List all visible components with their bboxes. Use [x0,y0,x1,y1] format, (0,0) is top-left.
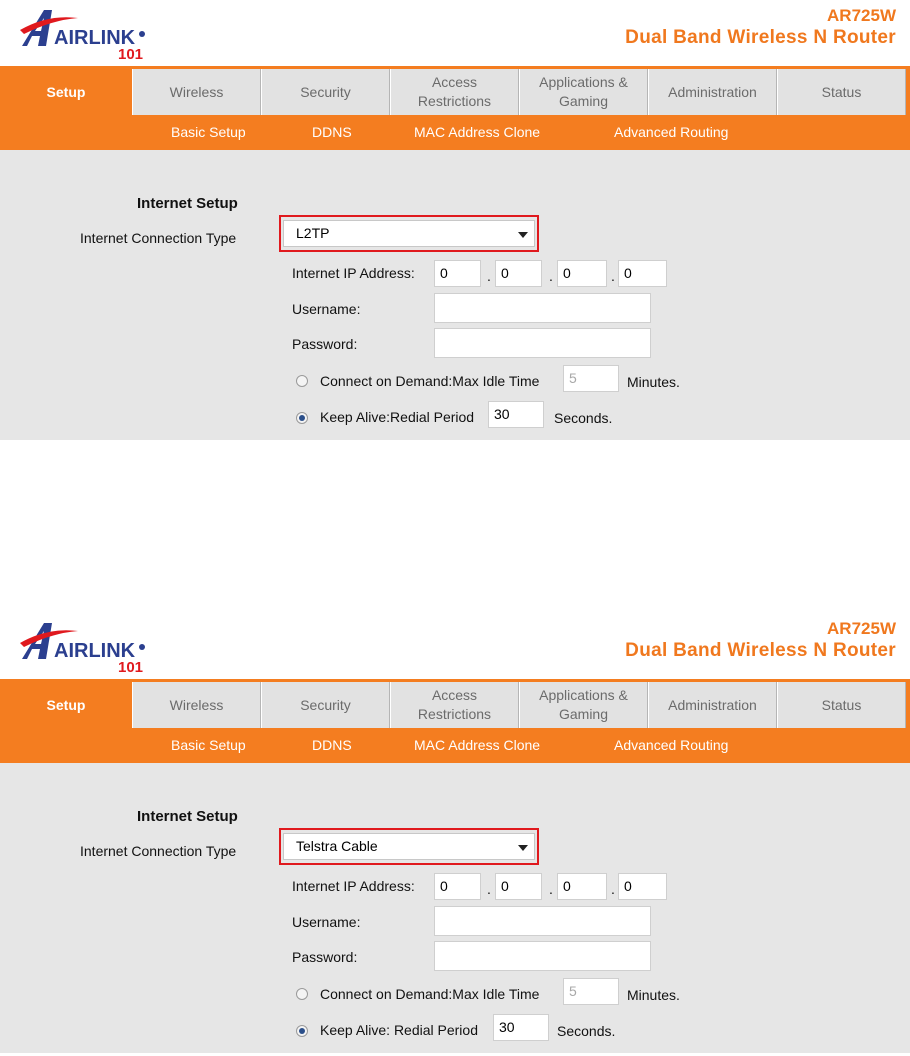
idle-time-input[interactable]: 5 [563,365,619,392]
header [0,613,910,679]
ip-separator: . [611,881,615,897]
setup-content [0,150,910,440]
section-title: Internet Setup [137,195,238,212]
ip-octet-4[interactable]: 0 [618,873,667,900]
model-block [625,619,896,663]
connect-on-demand-radio[interactable] [296,375,308,387]
tab-security[interactable]: Security [261,682,390,728]
ip-octet-1[interactable]: 0 [434,260,481,287]
router-panel-1 [0,0,910,440]
ip-separator: . [549,881,553,897]
seconds-label: Seconds. [554,410,613,426]
subnav-advanced-routing[interactable]: Advanced Routing [614,124,729,140]
username-label: Username: [292,914,361,930]
tab-applications-gaming[interactable]: Applications & Gaming [519,69,648,115]
ip-octet-2[interactable]: 0 [495,260,542,287]
sub-navigation [0,729,910,763]
section-title: Internet Setup [137,808,238,825]
product-name: Dual Band Wireless N Router [625,640,896,661]
connection-type-label: Internet Connection Type [80,230,237,246]
connection-type-select[interactable]: L2TP [283,220,535,247]
tab-security[interactable]: Security [261,69,390,115]
ip-octet-3[interactable]: 0 [557,260,607,287]
tab-status[interactable]: Status [777,69,906,115]
tab-administration[interactable]: Administration [648,69,777,115]
ip-separator: . [487,268,491,284]
logo-text: AIRLINK [54,640,136,662]
password-label: Password: [292,949,358,965]
redial-period-input[interactable]: 30 [493,1014,549,1041]
tab-wireless[interactable]: Wireless [132,682,261,728]
logo-sub-text: 101 [118,46,144,62]
header [0,0,910,66]
ip-address-label: Internet IP Address: [292,265,415,281]
password-input[interactable] [434,941,651,971]
keep-alive-label: Keep Alive: Redial Period [320,1022,478,1038]
ip-octet-2[interactable]: 0 [495,873,542,900]
airlink-logo [18,4,158,62]
ip-octet-4[interactable]: 0 [618,260,667,287]
password-input[interactable] [434,328,651,358]
tab-status[interactable]: Status [777,682,906,728]
router-panel-2 [0,613,910,1053]
subnav-ddns[interactable]: DDNS [312,124,352,140]
connection-type-label: Internet Connection Type [80,843,237,859]
tab-wireless[interactable]: Wireless [132,69,261,115]
username-label: Username: [292,301,361,317]
chevron-down-icon [518,232,528,238]
username-input[interactable] [434,906,651,936]
tab-setup[interactable]: Setup [0,69,132,115]
tab-access-restrictions[interactable]: Access Restrictions [390,682,519,728]
subnav-mac-address-clone[interactable]: MAC Address Clone [414,124,541,140]
redial-period-input[interactable]: 30 [488,401,544,428]
connect-on-demand-label: Connect on Demand:Max Idle Time [320,986,540,1002]
tab-access-restrictions[interactable]: Access Restrictions [390,69,519,115]
ip-separator: . [549,268,553,284]
username-input[interactable] [434,293,651,323]
ip-octet-1[interactable]: 0 [434,873,481,900]
keep-alive-radio[interactable] [296,1025,308,1037]
logo-sub-text: 101 [118,659,144,675]
tab-setup[interactable]: Setup [0,682,132,728]
ip-separator: . [487,881,491,897]
main-tabs [0,679,910,729]
password-label: Password: [292,336,358,352]
tab-applications-gaming[interactable]: Applications & Gaming [519,682,648,728]
logo-text: AIRLINK [54,27,136,49]
keep-alive-radio[interactable] [296,412,308,424]
connect-on-demand-radio[interactable] [296,988,308,1000]
connection-type-select[interactable]: Telstra Cable [283,833,535,860]
subnav-advanced-routing[interactable]: Advanced Routing [614,737,729,753]
tab-administration[interactable]: Administration [648,682,777,728]
idle-time-input[interactable]: 5 [563,978,619,1005]
model-name: AR725W [827,6,896,25]
ip-separator: . [611,268,615,284]
model-block [625,6,896,50]
sub-navigation [0,116,910,150]
seconds-label: Seconds. [557,1023,616,1039]
main-tabs [0,66,910,116]
model-name: AR725W [827,619,896,638]
ip-address-label: Internet IP Address: [292,878,415,894]
subnav-basic-setup[interactable]: Basic Setup [171,124,246,140]
ip-octet-3[interactable]: 0 [557,873,607,900]
setup-content [0,763,910,1053]
product-name: Dual Band Wireless N Router [625,27,896,48]
keep-alive-label: Keep Alive:Redial Period [320,409,475,425]
minutes-label: Minutes. [627,987,680,1003]
subnav-mac-address-clone[interactable]: MAC Address Clone [414,737,541,753]
minutes-label: Minutes. [627,374,680,390]
connect-on-demand-label: Connect on Demand:Max Idle Time [320,373,540,389]
subnav-ddns[interactable]: DDNS [312,737,352,753]
chevron-down-icon [518,845,528,851]
airlink-logo [18,617,158,675]
subnav-basic-setup[interactable]: Basic Setup [171,737,246,753]
